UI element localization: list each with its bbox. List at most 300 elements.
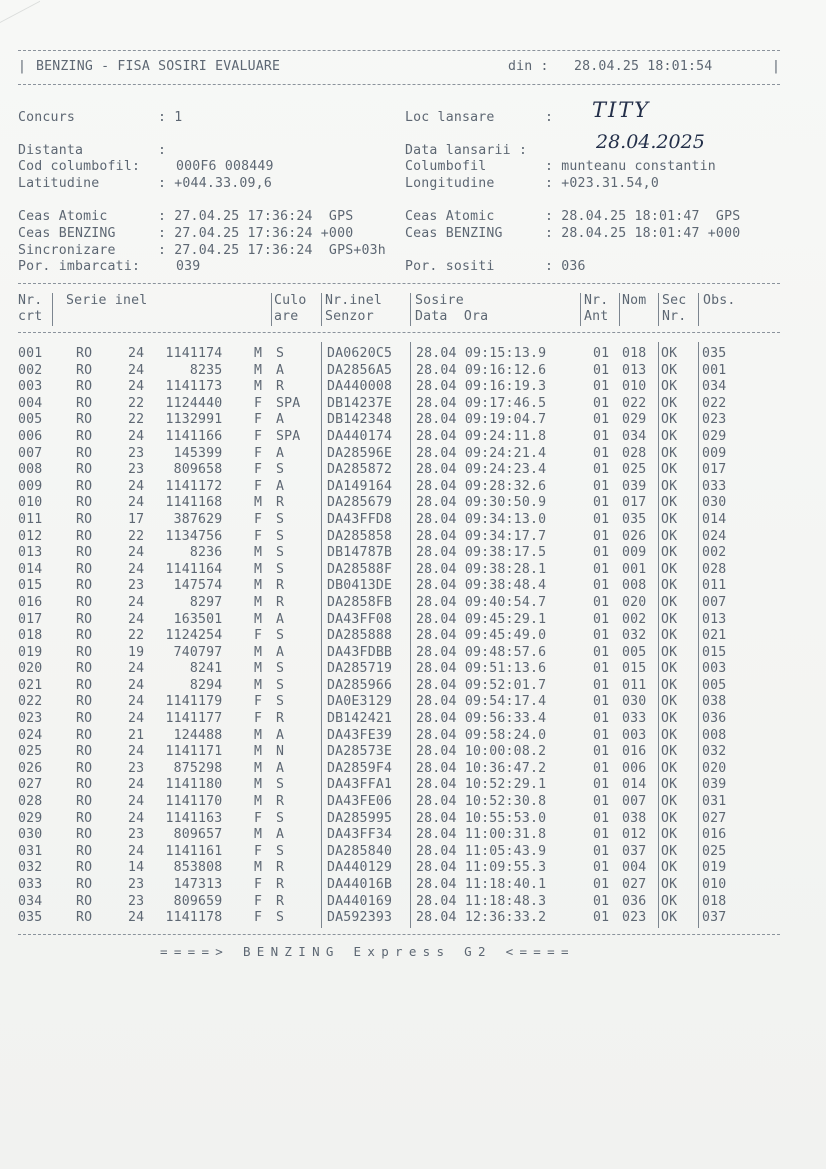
row-nom: 015 [622, 661, 647, 677]
row-sensor: DA43FDBB [327, 644, 393, 660]
row-obs: 027 [702, 810, 727, 826]
row-color: A [276, 760, 285, 776]
row-obs: 017 [702, 462, 727, 478]
row-crt: 010 [18, 495, 43, 511]
longitudine-value: : +023.31.54,0 [545, 176, 659, 191]
row-crt: 014 [18, 561, 43, 577]
row-crt: 028 [18, 794, 43, 810]
row-nom: 003 [622, 727, 647, 743]
ceas-benzing-end-label: Ceas BENZING [405, 226, 503, 241]
row-crt: 005 [18, 412, 43, 428]
row-ant: 01 [593, 843, 610, 859]
row-sec: OK [661, 495, 678, 511]
row-ring: 23 809657 [128, 827, 223, 843]
row-country: RO [76, 628, 93, 644]
row-sensor: DA149164 [327, 478, 393, 494]
row-ant: 01 [593, 395, 610, 411]
body-sep-sec [658, 342, 659, 928]
row-country: RO [76, 412, 93, 428]
row-sec: OK [661, 661, 678, 677]
row-sex: F [254, 694, 263, 710]
col-nr-inel: Nr.inel [325, 293, 382, 308]
row-nom: 005 [622, 644, 647, 660]
col-ant: Ant [584, 309, 609, 324]
row-crt: 007 [18, 445, 43, 461]
row-sec: OK [661, 528, 678, 544]
row-sensor: DB0413DE [327, 578, 393, 594]
row-sensor: DA440129 [327, 860, 393, 876]
row-arrival: 28.04 09:52:01.7 [416, 677, 547, 693]
row-sec: OK [661, 545, 678, 561]
ceas-benzing-start-label: Ceas BENZING [18, 226, 116, 241]
row-sensor: DA28588F [327, 561, 393, 577]
row-sex: F [254, 511, 263, 527]
col-sec-nr: Nr. [662, 309, 687, 324]
row-ring: 24 1141166 [128, 428, 223, 444]
row-nom: 007 [622, 794, 647, 810]
row-country: RO [76, 760, 93, 776]
row-ring: 24 1141163 [128, 810, 223, 826]
row-arrival: 28.04 09:24:21.4 [416, 445, 547, 461]
row-sensor: DA285840 [327, 843, 393, 859]
row-obs: 036 [702, 711, 727, 727]
row-ring: 24 1141179 [128, 694, 223, 710]
row-obs: 032 [702, 744, 727, 760]
row-ant: 01 [593, 462, 610, 478]
row-obs: 007 [702, 594, 727, 610]
row-obs: 009 [702, 445, 727, 461]
row-obs: 010 [702, 877, 727, 892]
row-ant: 01 [593, 661, 610, 677]
row-obs: 016 [702, 827, 727, 843]
row-ant: 01 [593, 545, 610, 561]
row-country: RO [76, 843, 93, 859]
row-color: S [276, 661, 285, 677]
row-nom: 002 [622, 611, 647, 627]
row-ant: 01 [593, 877, 610, 892]
row-country: RO [76, 794, 93, 810]
row-sec: OK [661, 611, 678, 627]
row-ring: 24 8241 [128, 661, 223, 677]
row-sensor: DB14787B [327, 545, 393, 561]
row-ring: 22 1124440 [128, 395, 223, 411]
row-arrival: 28.04 09:34:17.7 [416, 528, 547, 544]
row-color: S [276, 677, 285, 693]
row-sex: M [254, 661, 263, 677]
header-sep [321, 293, 322, 326]
row-ant: 01 [593, 478, 610, 494]
row-arrival: 28.04 09:56:33.4 [416, 711, 547, 727]
row-nom: 034 [622, 428, 647, 444]
row-country: RO [76, 727, 93, 743]
row-ring: 22 1132991 [128, 412, 223, 428]
title-top-rule [18, 50, 780, 51]
row-sensor: DA440008 [327, 379, 393, 395]
row-ant: 01 [593, 711, 610, 727]
row-crt: 024 [18, 727, 43, 743]
row-crt: 035 [18, 910, 43, 926]
row-country: RO [76, 495, 93, 511]
row-country: RO [76, 810, 93, 826]
row-sec: OK [661, 395, 678, 411]
row-ring: 24 8294 [128, 677, 223, 693]
ceas-atomic-start-value: : 27.04.25 17:36:24 GPS [158, 209, 354, 224]
row-obs: 015 [702, 644, 727, 660]
row-crt: 030 [18, 827, 43, 843]
row-color: S [276, 777, 285, 793]
row-nom: 035 [622, 511, 647, 527]
row-ring: 24 8235 [128, 362, 223, 378]
row-country: RO [76, 528, 93, 544]
row-sensor: DA2856A5 [327, 362, 393, 378]
row-sec: OK [661, 644, 678, 660]
col-nr-ant: Nr. [584, 293, 609, 308]
row-sensor: DA285719 [327, 661, 393, 677]
row-sex: F [254, 412, 263, 428]
row-crt: 033 [18, 877, 43, 892]
row-nom: 026 [622, 528, 647, 544]
row-country: RO [76, 661, 93, 677]
row-crt: 027 [18, 777, 43, 793]
row-country: RO [76, 545, 93, 561]
row-nom: 027 [622, 877, 647, 892]
row-sex: M [254, 760, 263, 776]
row-sec: OK [661, 827, 678, 843]
row-ant: 01 [593, 827, 610, 843]
col-culoare-2: are [274, 309, 299, 324]
row-color: R [276, 877, 285, 892]
row-crt: 034 [18, 893, 43, 909]
row-arrival: 28.04 10:00:08.2 [416, 744, 547, 760]
row-obs: 025 [702, 843, 727, 859]
row-crt: 003 [18, 379, 43, 395]
cod-columbofil-label: Cod columbofil: [18, 159, 141, 174]
row-ring: 24 1141173 [128, 379, 223, 395]
row-arrival: 28.04 09:30:50.9 [416, 495, 547, 511]
col-sec: Sec [662, 293, 687, 308]
row-sex: F [254, 810, 263, 826]
row-obs: 018 [702, 893, 727, 909]
row-ring: 23 147574 [128, 578, 223, 594]
row-nom: 029 [622, 412, 647, 428]
row-country: RO [76, 428, 93, 444]
row-color: A [276, 611, 285, 627]
row-color: A [276, 644, 285, 660]
row-arrival: 28.04 10:36:47.2 [416, 760, 547, 776]
row-crt: 032 [18, 860, 43, 876]
ceas-benzing-end-value: : 28.04.25 18:01:47 +000 [545, 226, 741, 241]
col-data-ora: Data Ora [415, 309, 489, 324]
row-ant: 01 [593, 362, 610, 378]
row-ant: 01 [593, 644, 610, 660]
row-country: RO [76, 379, 93, 395]
title-left-bar: | [18, 59, 27, 74]
row-sec: OK [661, 379, 678, 395]
row-ring: 24 1141170 [128, 794, 223, 810]
row-sex: M [254, 545, 263, 561]
row-country: RO [76, 744, 93, 760]
row-sex: M [254, 594, 263, 610]
col-obs: Obs. [703, 293, 736, 308]
row-sex: M [254, 727, 263, 743]
row-sec: OK [661, 843, 678, 859]
row-nom: 039 [622, 478, 647, 494]
col-serie-inel: Serie inel [66, 293, 148, 308]
header-sep [580, 293, 581, 326]
row-crt: 011 [18, 511, 43, 527]
row-country: RO [76, 462, 93, 478]
row-ant: 01 [593, 777, 610, 793]
distanta-colon: : [158, 143, 167, 158]
row-ring: 22 1124254 [128, 628, 223, 644]
row-crt: 020 [18, 661, 43, 677]
row-sensor: DA0620C5 [327, 346, 393, 361]
row-color: S [276, 511, 285, 527]
row-obs: 005 [702, 677, 727, 693]
row-sensor: DA285858 [327, 528, 393, 544]
row-obs: 028 [702, 561, 727, 577]
row-arrival: 28.04 09:40:54.7 [416, 594, 547, 610]
row-country: RO [76, 611, 93, 627]
row-obs: 034 [702, 379, 727, 395]
row-sex: F [254, 910, 263, 926]
row-color: A [276, 412, 285, 428]
longitudine-label: Longitudine [405, 176, 495, 191]
row-obs: 003 [702, 661, 727, 677]
data-lansarii-label: Data lansarii : [405, 143, 528, 158]
sositi-label: Por. sositi [405, 259, 495, 274]
row-ant: 01 [593, 561, 610, 577]
row-ring: 23 809659 [128, 893, 223, 909]
row-nom: 010 [622, 379, 647, 395]
row-sex: F [254, 462, 263, 478]
imbarcati-label: Por. imbarcati: [18, 259, 141, 274]
row-sec: OK [661, 727, 678, 743]
row-sensor: DA2859F4 [327, 760, 393, 776]
row-obs: 023 [702, 412, 727, 428]
row-nom: 016 [622, 744, 647, 760]
row-color: R [276, 379, 285, 395]
row-sec: OK [661, 910, 678, 926]
row-sensor: DA43FE06 [327, 794, 393, 810]
concurs-label: Concurs [18, 110, 75, 125]
row-sensor: DA43FE39 [327, 727, 393, 743]
loc-lansare-label: Loc lansare [405, 110, 495, 125]
row-ant: 01 [593, 794, 610, 810]
distanta-label: Distanta [18, 143, 84, 158]
row-obs: 001 [702, 362, 727, 378]
row-country: RO [76, 893, 93, 909]
row-sex: F [254, 893, 263, 909]
row-crt: 002 [18, 362, 43, 378]
row-sensor: DA592393 [327, 910, 393, 926]
row-sec: OK [661, 810, 678, 826]
row-ring: 14 853808 [128, 860, 223, 876]
row-nom: 025 [622, 462, 647, 478]
row-sensor: DB142348 [327, 412, 393, 428]
row-sensor: DB142421 [327, 711, 393, 727]
row-sex: M [254, 346, 263, 361]
row-sex: M [254, 827, 263, 843]
row-nom: 028 [622, 445, 647, 461]
row-arrival: 28.04 09:15:13.9 [416, 346, 547, 361]
row-country: RO [76, 346, 93, 361]
row-ant: 01 [593, 611, 610, 627]
row-arrival: 28.04 09:51:13.6 [416, 661, 547, 677]
row-ring: 24 1141172 [128, 478, 223, 494]
row-color: S [276, 843, 285, 859]
row-sensor: DA43FFD8 [327, 511, 393, 527]
row-obs: 002 [702, 545, 727, 561]
row-sec: OK [661, 346, 678, 361]
header-sep [698, 293, 699, 326]
row-color: A [276, 362, 285, 378]
row-country: RO [76, 445, 93, 461]
cod-columbofil-value: 000F6 008449 [176, 159, 274, 174]
row-ring: 24 1141161 [128, 843, 223, 859]
row-sensor: DA28596E [327, 445, 393, 461]
row-crt: 017 [18, 611, 43, 627]
row-sensor: DA285872 [327, 462, 393, 478]
row-arrival: 28.04 09:48:57.6 [416, 644, 547, 660]
row-arrival: 28.04 11:09:55.3 [416, 860, 547, 876]
row-ant: 01 [593, 445, 610, 461]
row-ant: 01 [593, 412, 610, 428]
ceas-atomic-end-value: : 28.04.25 18:01:47 GPS [545, 209, 741, 224]
row-crt: 006 [18, 428, 43, 444]
row-sex: F [254, 628, 263, 644]
row-country: RO [76, 910, 93, 926]
columbofil-label: Columbofil [405, 159, 487, 174]
row-sec: OK [661, 860, 678, 876]
row-crt: 016 [18, 594, 43, 610]
col-sosire: Sosire [415, 293, 464, 308]
row-arrival: 28.04 11:00:31.8 [416, 827, 547, 843]
row-sensor: DA0E3129 [327, 694, 393, 710]
row-obs: 011 [702, 578, 727, 594]
sincronizare-label: Sincronizare [18, 243, 116, 258]
row-arrival: 28.04 09:38:17.5 [416, 545, 547, 561]
row-sex: M [254, 794, 263, 810]
row-ring: 24 163501 [128, 611, 223, 627]
row-color: SPA [276, 395, 301, 411]
row-sec: OK [661, 578, 678, 594]
row-ant: 01 [593, 379, 610, 395]
row-arrival: 28.04 09:58:24.0 [416, 727, 547, 743]
row-nom: 001 [622, 561, 647, 577]
row-ant: 01 [593, 760, 610, 776]
row-crt: 019 [18, 644, 43, 660]
row-country: RO [76, 694, 93, 710]
row-ant: 01 [593, 744, 610, 760]
row-sex: F [254, 445, 263, 461]
row-arrival: 28.04 09:38:48.4 [416, 578, 547, 594]
row-obs: 008 [702, 727, 727, 743]
row-ant: 01 [593, 511, 610, 527]
row-sex: F [254, 428, 263, 444]
row-ring: 24 1141168 [128, 495, 223, 511]
row-sec: OK [661, 777, 678, 793]
row-ant: 01 [593, 346, 610, 361]
row-nom: 012 [622, 827, 647, 843]
document-title: BENZING - FISA SOSIRI EVALUARE [36, 59, 281, 74]
row-country: RO [76, 644, 93, 660]
row-obs: 019 [702, 860, 727, 876]
row-sex: M [254, 578, 263, 594]
row-crt: 012 [18, 528, 43, 544]
row-sex: M [254, 611, 263, 627]
row-obs: 020 [702, 760, 727, 776]
row-sec: OK [661, 794, 678, 810]
row-obs: 013 [702, 611, 727, 627]
row-arrival: 28.04 09:24:23.4 [416, 462, 547, 478]
row-country: RO [76, 561, 93, 577]
body-sep-sosire [410, 342, 411, 928]
loc-lansare-colon: : [545, 110, 554, 125]
row-nom: 032 [622, 628, 647, 644]
row-ring: 21 124488 [128, 727, 223, 743]
header-sep [619, 293, 620, 326]
row-sec: OK [661, 760, 678, 776]
row-sec: OK [661, 478, 678, 494]
data-lansarii-handwritten: 28.04.2025 [596, 131, 705, 153]
row-crt: 009 [18, 478, 43, 494]
row-sensor: DA285995 [327, 810, 393, 826]
table-bottom-rule [18, 934, 780, 935]
row-ant: 01 [593, 727, 610, 743]
row-arrival: 28.04 09:16:12.6 [416, 362, 547, 378]
row-crt: 018 [18, 628, 43, 644]
row-nom: 008 [622, 578, 647, 594]
row-sec: OK [661, 893, 678, 909]
row-obs: 033 [702, 478, 727, 494]
row-ring: 24 1141171 [128, 744, 223, 760]
row-color: S [276, 810, 285, 826]
row-crt: 022 [18, 694, 43, 710]
row-arrival: 28.04 12:36:33.2 [416, 910, 547, 926]
row-country: RO [76, 578, 93, 594]
row-arrival: 28.04 09:45:29.1 [416, 611, 547, 627]
row-ring: 24 1141164 [128, 561, 223, 577]
header-sep [271, 293, 272, 326]
row-ant: 01 [593, 578, 610, 594]
col-crt: crt [18, 309, 43, 324]
row-sec: OK [661, 744, 678, 760]
row-nom: 006 [622, 760, 647, 776]
row-ant: 01 [593, 910, 610, 926]
row-nom: 038 [622, 810, 647, 826]
col-senzor: Senzor [325, 309, 374, 324]
row-sex: F [254, 528, 263, 544]
row-arrival: 28.04 11:18:40.1 [416, 877, 547, 892]
header-sep [410, 293, 411, 326]
row-ring: 23 809658 [128, 462, 223, 478]
row-nom: 036 [622, 893, 647, 909]
row-ant: 01 [593, 694, 610, 710]
row-crt: 021 [18, 677, 43, 693]
row-sex: M [254, 362, 263, 378]
row-arrival: 28.04 09:45:49.0 [416, 628, 547, 644]
row-crt: 025 [18, 744, 43, 760]
row-nom: 004 [622, 860, 647, 876]
row-ring: 24 8236 [128, 545, 223, 561]
row-country: RO [76, 877, 93, 892]
row-ant: 01 [593, 860, 610, 876]
loc-lansare-handwritten: TITY [592, 98, 651, 122]
row-nom: 020 [622, 594, 647, 610]
row-sensor: DA440174 [327, 428, 393, 444]
row-ring: 24 1141178 [128, 910, 223, 926]
